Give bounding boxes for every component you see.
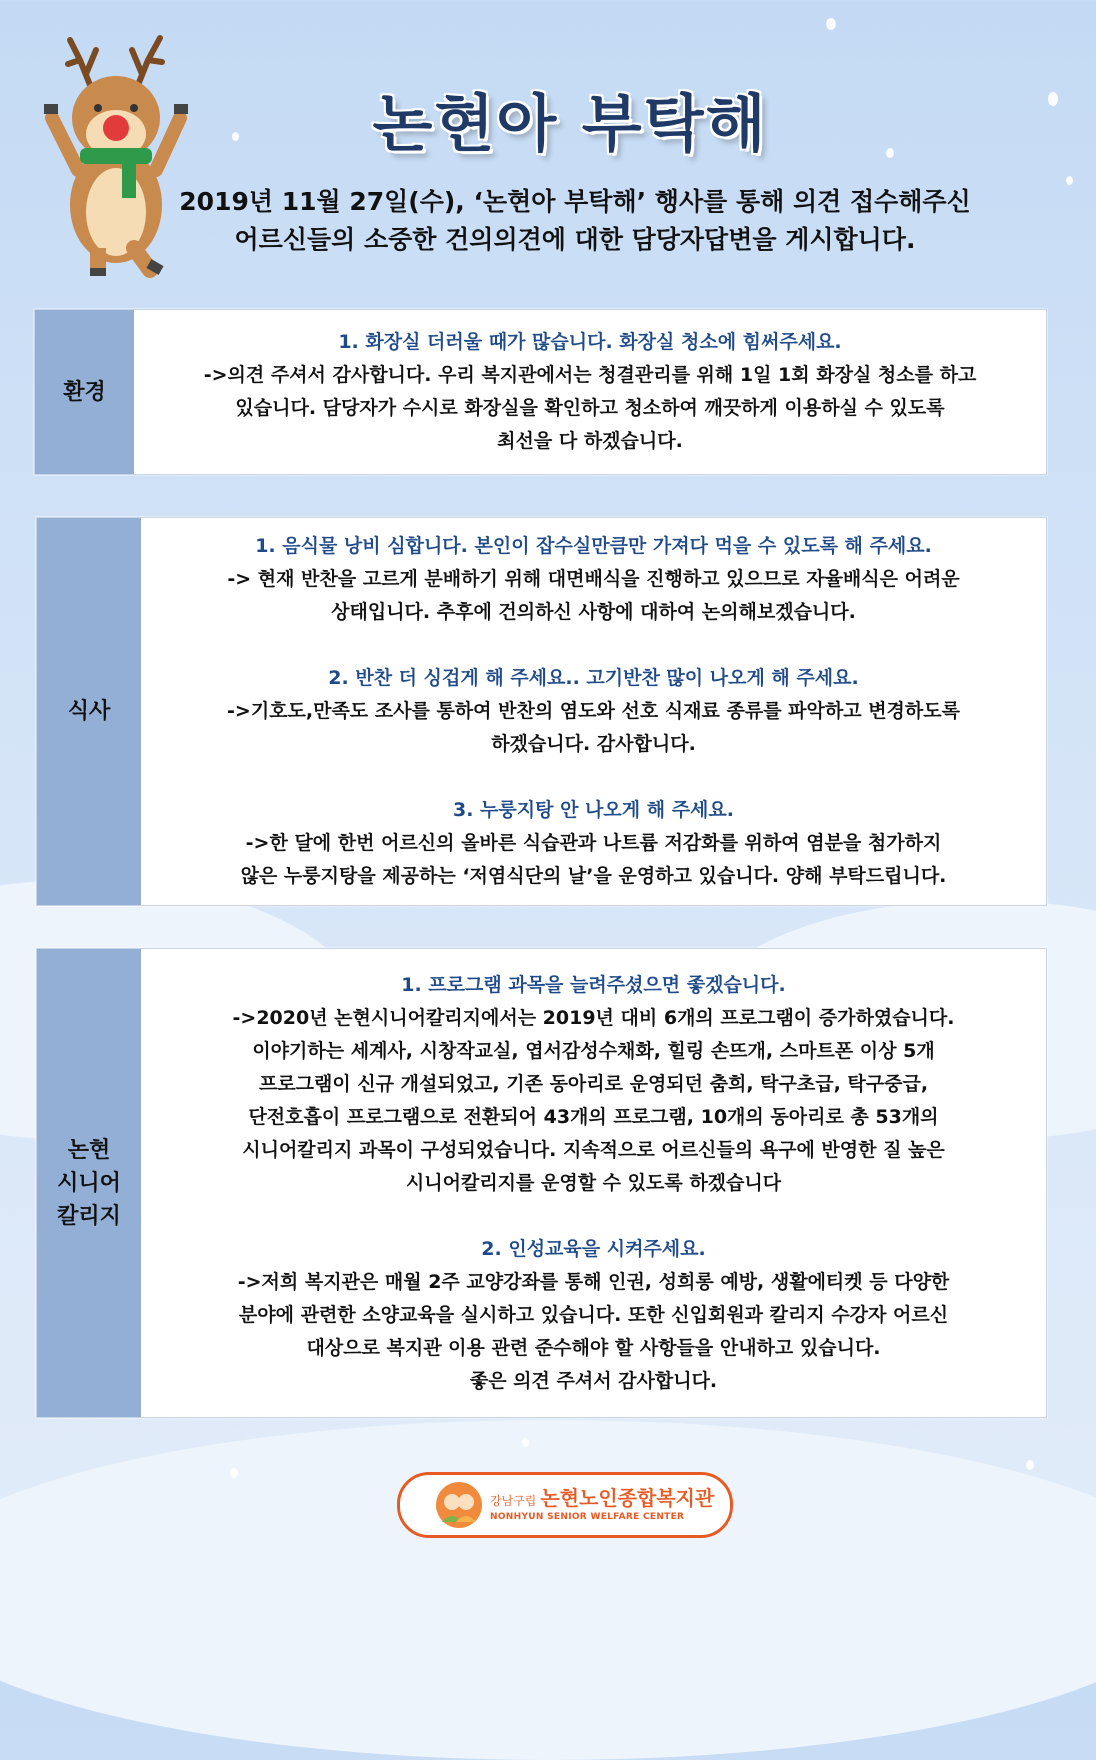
page-title: 논현아 부탁해 (372, 87, 768, 160)
snowflake (886, 148, 894, 158)
section-content (134, 310, 1046, 474)
logo-name-text: 논현노인종합복지관 (540, 1486, 715, 1510)
answer-text: -> 현재 반찬을 고르게 분배하기 위해 대면배식을 진행하고 있으므로 자율배식은 어려운 (227, 568, 960, 590)
category-text: 논현 시니어 칼리지 (57, 1137, 121, 1229)
section-senior-college (36, 948, 1047, 1418)
answer-text: 최선을 다 하겠습니다. (497, 430, 683, 452)
intro-line: 어르신들의 소중한 건의의견에 대한 담당자답변을 게시합니다. (234, 225, 916, 254)
logo-prefix: 강남구립 (490, 1494, 537, 1508)
answer-text: 이야기하는 세계사, 시창작교실, 엽서감성수채화, 힐링 손뜨개, 스마트폰 이상 5개 (252, 1039, 935, 1062)
snowflake (1066, 176, 1073, 185)
section-label (37, 949, 141, 1417)
question-text: 1. 화장실 더러울 때가 많습니다. 화장실 청소에 힘써주세요. (338, 331, 842, 353)
snowflake (826, 18, 836, 30)
question-text: 1. 프로그램 과목을 늘려주셨으면 좋겠습니다. (401, 973, 786, 996)
answer-text: 하겠습니다. 감사합니다. (491, 733, 696, 755)
answer-text: ->한 달에 한번 어르신의 올바른 식습관과 나트륨 저감화를 위하여 염분을 첨가하지 (245, 832, 942, 854)
section-label (35, 310, 134, 474)
answer-text: 분야에 관련한 소양교육을 실시하고 있습니다. 또한 신입회원과 칼리지 수강자 어르신 (238, 1303, 949, 1326)
answer-text: 단전호흡이 프로그램으로 전환되어 43개의 프로그램, 10개의 동아리로 총 53개의 (248, 1105, 939, 1128)
intro-text (150, 183, 1000, 259)
section-content (141, 518, 1046, 905)
logo-english: NONHYUN SENIOR WELFARE CENTER (490, 1512, 685, 1522)
section-label (37, 518, 141, 905)
snowflake (1026, 1460, 1034, 1470)
logo-text (490, 1488, 714, 1522)
question-text: 2. 인성교육을 시켜주세요. (481, 1237, 706, 1260)
category-text: 식사 (67, 699, 111, 724)
section-environment (34, 309, 1047, 475)
answer-text: ->저희 복지관은 매월 2주 교양강좌를 통해 인권, 성희롱 예방, 생활에티켓 등 다양한 (237, 1270, 950, 1293)
question-text: 1. 음식물 낭비 심합니다. 본인이 잡수실만큼만 가져다 먹을 수 있도록 해 주세요. (255, 535, 932, 557)
snow-hill-bottom (0, 1420, 1096, 1760)
intro-line: 2019년 11월 27일(수), ‘논현아 부탁해’ 행사를 통해 의견 접수해주신 (179, 187, 971, 216)
snowflake (522, 1438, 529, 1447)
question-text: 2. 반찬 더 싱겁게 해 주세요.. 고기반찬 많이 나오게 해 주세요. (328, 667, 859, 689)
snowflake (232, 132, 239, 141)
category-text: 환경 (63, 379, 106, 405)
answer-text: ->2020년 논현시니어칼리지에서는 2019년 대비 6개의 프로그램이 증가하였습니다. (232, 1006, 955, 1029)
answer-text: 않은 누룽지탕을 제공하는 ‘저염식단의 날’을 운영하고 있습니다. 양해 부탁드립니다. (240, 865, 947, 887)
answer-text: 상태입니다. 추후에 건의하신 사항에 대하여 논의해보겠습니다. (331, 601, 856, 623)
snowflake (230, 1468, 238, 1478)
section-content (141, 949, 1046, 1417)
answer-text: 프로그램이 신규 개설되었고, 기존 동아리로 운영되던 춤희, 탁구초급, 탁구중급, (258, 1072, 929, 1095)
answer-text: 대상으로 복지관 이용 관련 준수해야 할 사항들을 안내하고 있습니다. (306, 1336, 881, 1359)
welfare-center-logo (397, 1472, 733, 1538)
logo-name (490, 1488, 714, 1508)
section-meal (36, 517, 1047, 906)
answer-text: 시니어칼리지 과목이 구성되었습니다. 지속적으로 어르신들의 욕구에 반영한 질 높은 (242, 1138, 945, 1161)
question-text: 3. 누룽지탕 안 나오게 해 주세요. (453, 799, 734, 821)
logo-emblem-icon (436, 1482, 482, 1528)
answer-text: ->의견 주셔서 감사합니다. 우리 복지관에서는 청결관리를 위해 1일 1회 화장실 청소를 하고 (203, 364, 977, 386)
snowflake (1048, 92, 1058, 106)
answer-text: 좋은 의견 주셔서 감사합니다. (469, 1369, 718, 1392)
answer-text: 있습니다. 담당자가 수시로 화장실을 확인하고 청소하여 깨끗하게 이용하실 수 있도록 (235, 397, 945, 419)
answer-text: ->기호도,만족도 조사를 통하여 반찬의 염도와 선호 식재료 종류를 파악하고 변경하도록 (227, 700, 960, 722)
answer-text: 시니어칼리지를 운영할 수 있도록 하겠습니다 (405, 1171, 782, 1194)
